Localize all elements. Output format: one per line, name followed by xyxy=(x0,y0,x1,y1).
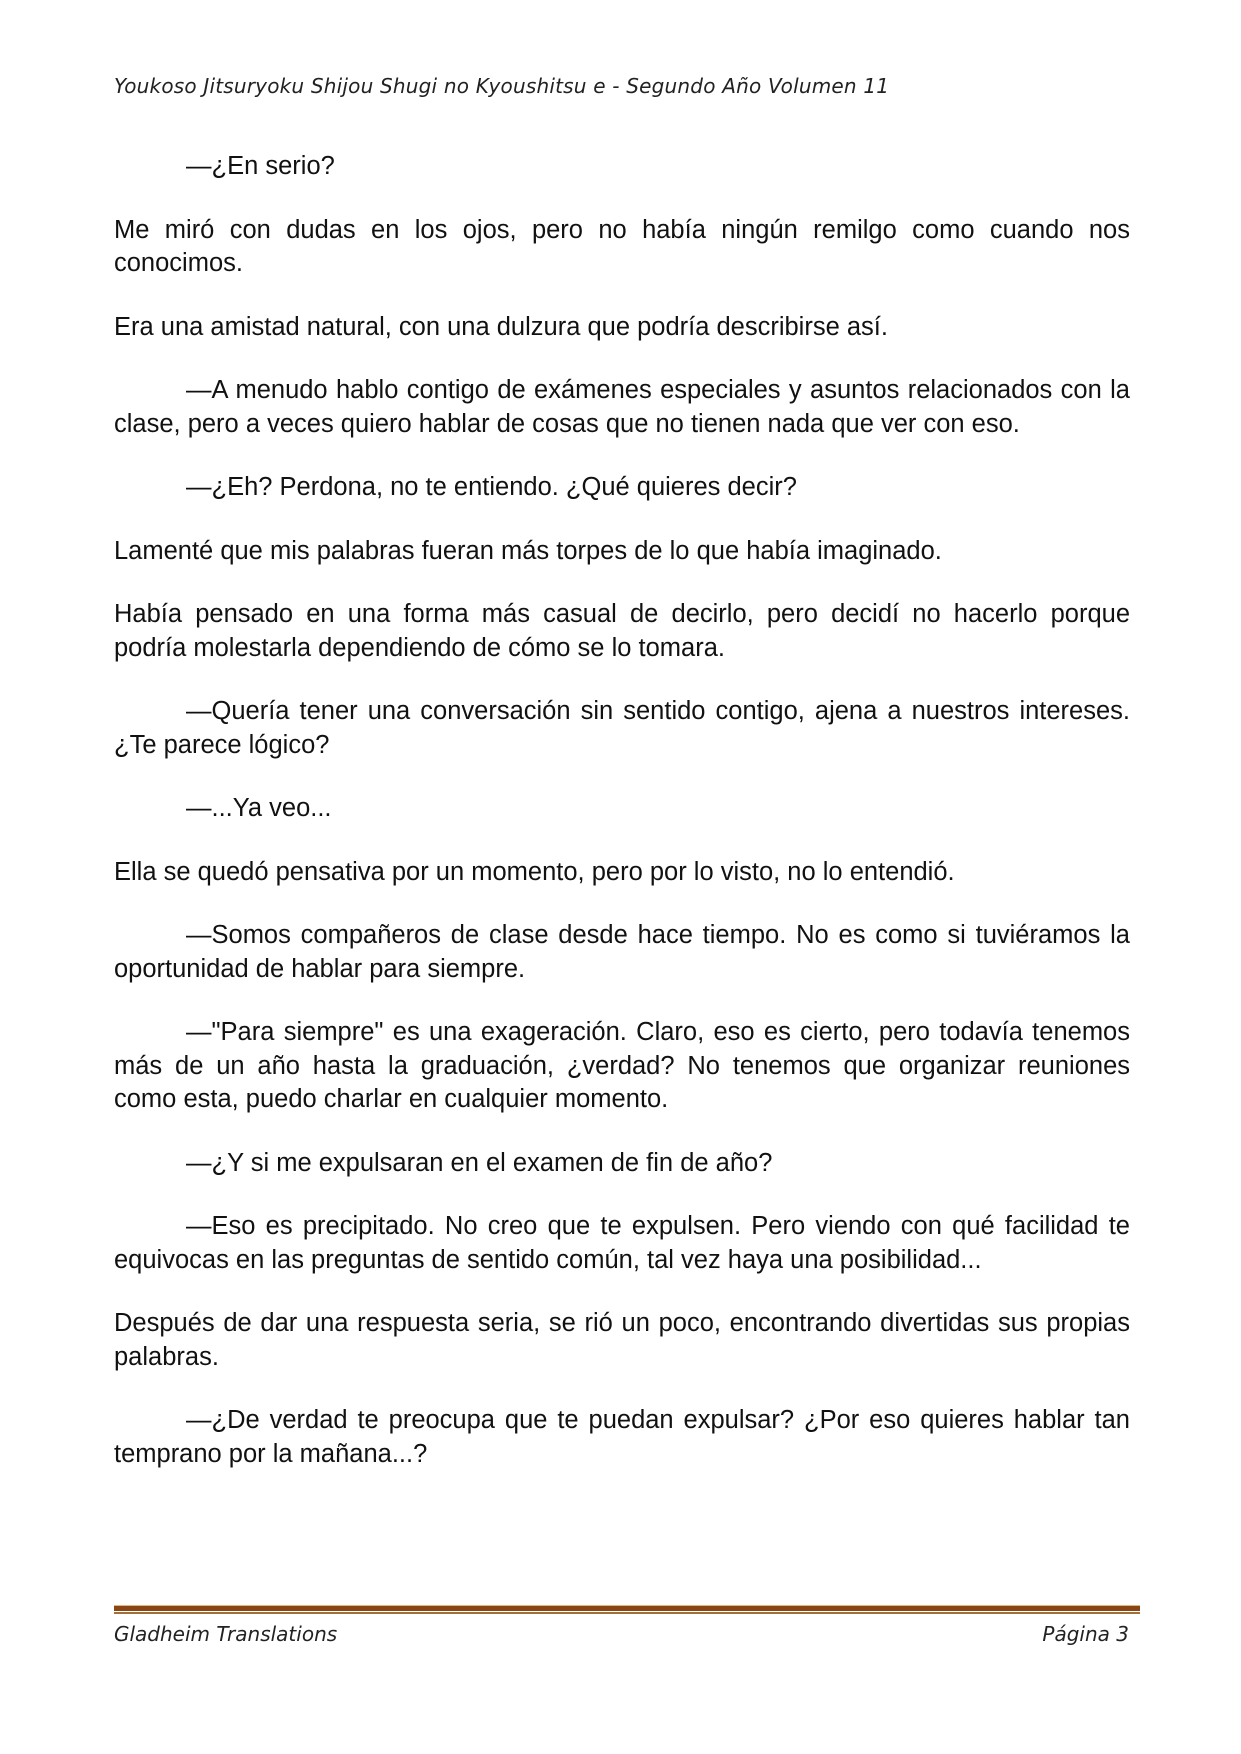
paragraph-narration: Había pensado en una forma más casual de decirlo, pero decidí no hacerlo porque podría molestarla dependiendo de cómo se lo tomara. xyxy=(114,600,1130,662)
page-header-title: Youkoso Jitsuryoku Shijou Shugi no Kyoushitsu e - Segundo Año Volumen 11 xyxy=(114,74,890,98)
paragraph-dialog: —...Ya veo... xyxy=(186,794,332,822)
paragraph-narration: Era una amistad natural, con una dulzura que podría describirse así. xyxy=(114,312,888,341)
paragraph-dialog: —"Para siempre" es una exageración. Claro, eso es cierto, pero todavía tenemos más de un año hasta la graduación, ¿verdad? No tenemos que organizar reuniones como esta, puedo charlar en cualquier momento. xyxy=(114,1018,1130,1113)
footer-divider xyxy=(114,1605,1140,1615)
paragraph-dialog: —¿Y si me expulsaran en el examen de fin de año? xyxy=(186,1148,773,1177)
paragraph-dialog: —Eso es precipitado. No creo que te expulsen. Pero viendo con qué facilidad te equivocas en las preguntas de sentido común, tal vez haya una posibilidad... xyxy=(114,1212,1130,1274)
footer-credit: Gladheim Translations xyxy=(114,1622,338,1646)
document-body xyxy=(114,150,1130,1501)
paragraph-dialog: —¿De verdad te preocupa que te puedan expulsar? ¿Por eso quieres hablar tan temprano por la mañana...? xyxy=(114,1406,1130,1468)
page-number: Página 3 xyxy=(1042,1622,1129,1646)
footer-divider-main-line xyxy=(114,1606,1140,1611)
paragraph-dialog: —¿Eh? Perdona, no te entiendo. ¿Qué quieres decir? xyxy=(186,473,797,501)
paragraph-narration: Lamenté que mis palabras fueran más torpes de lo que había imaginado. xyxy=(114,536,942,565)
paragraph-dialog: —A menudo hablo contigo de exámenes especiales y asuntos relacionados con la clase, pero a veces quiero hablar de cosas que no tienen nada que ver con eso. xyxy=(114,376,1130,438)
paragraph-dialog: —Quería tener una conversación sin sentido contigo, ajena a nuestros intereses. ¿Te parece lógico? xyxy=(114,697,1130,759)
paragraph-narration: Me miró con dudas en los ojos, pero no había ningún remilgo como cuando nos conocimos. xyxy=(114,215,1130,277)
paragraph-narration: Después de dar una respuesta seria, se rió un poco, encontrando divertidas sus propias palabras. xyxy=(114,1309,1130,1371)
paragraph-dialog: —¿En serio? xyxy=(186,152,335,180)
paragraph-dialog: —Somos compañeros de clase desde hace tiempo. No es como si tuviéramos la oportunidad de hablar para siempre. xyxy=(114,921,1130,983)
footer-divider-lower-line xyxy=(114,1612,1140,1614)
paragraph-narration: Ella se quedó pensativa por un momento, pero por lo visto, no lo entendió. xyxy=(114,857,955,886)
